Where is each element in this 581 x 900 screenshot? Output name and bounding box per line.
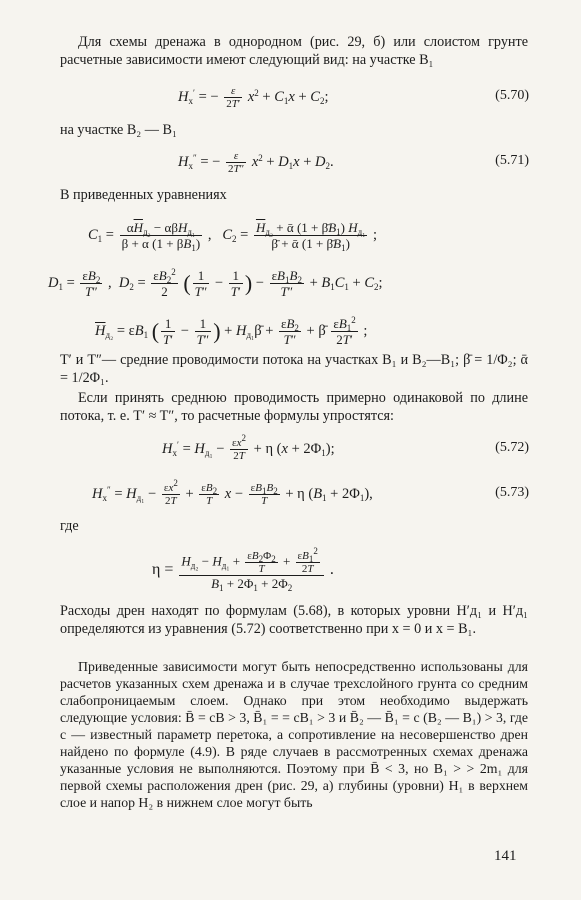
equation-5-73: $H_x'' = H_{д_1}$ − $\frac{\varepsilon x^2}{2T}$ + $\frac{\varepsilon B_2}{T}$ x − $\frac{\varepsilon B_1B_2}{T}$ + η $(B_1 + 2\Phi_1)$, [92,478,373,507]
equation-eta: η = $H_{д_2} - H_{д_1}$ + $\frac{\varepsilon B_2\Phi_2}{T}$ + $\frac{\varepsilon B_1^2}{2T}$ $B_1 + 2\Phi_1 + 2\Phi_2$ . [152,546,334,593]
equation-5-70: $H_x'$ = − $\frac{\varepsilon}{2T'}$ $x^2 + C_1x + C_2$; [178,85,329,110]
equation-5-71: $H_x''$ = − $\frac{\varepsilon}{2T''}$ $x^2 + D_1x + D_2$. [178,150,334,175]
paragraph-drain-flow: Расходы дрен находят по формулам (5.68), в которых уровни H′д₁ и H′д₁ определяются из уравнения (5.72) соответственно при x = 0 и x = B₁. [60,603,528,637]
label-where: где [60,518,79,534]
equation-number-5-72: (5.72) [495,440,529,455]
equation-c1-c2: $C_1$ = $\frac{\alpha\overline{H}_{д_2} - \alpha\beta H_{д_1}}{\beta + \alpha (1 + \beta B_1)}$ , $C_2$ = $\frac{\overline{H}_{д_2} + ᾱ (1 + \betāB_1) H_{д_1}}{\betā + ᾱ (1 + \betāB_1)}$ ; [88,220,378,253]
equation-number-5-73: (5.73) [495,485,529,500]
page-number: 141 [494,848,517,864]
paragraph-conductivity: T′ и T″— средние проводимости потока на участках B₁ и B₂—B₁; β̄ = 1/Φ₂; ᾱ = 1/2Φ₁. [60,352,528,386]
paragraph-conditions: Приведенные зависимости могут быть непосредственно использованы для расчетов указанных схем дренажа и в случае трехслойного грунта со средним слабопроницаемым слоем. Однако при этом необходимо выдержать следующие условия: B̄ = cB > 3, B̄₁ = = cB₁ > 3 и B̄₂ — B̄₁ = c (B₂ — B₁) > 3, где c — известный параметр перетока, а сопротивление на несовершенство дрен найдено по формуле (4.9). В ряде случаев в рассмотренных схемах дренажа указанные условия не выполняются. Поэтому при B̄ < 3, но B₁ > > 2m₁ для первой схемы расположения дрен (рис. 29, а) глубины (уровни) H₁ в верхнем слое и напор H₂ в нижнем слое могут быть [60,659,528,810]
equation-number-5-70: (5.70) [495,88,529,103]
paragraph-average-conductivity: Если принять среднюю проводимость примерно одинаковой по длине потока, т. е. T′ ≈ T″, то расчетные формулы упростятся: [60,390,528,424]
paragraph-equations-intro: В приведенных уравнениях [60,187,227,203]
equation-number-5-71: (5.71) [495,153,529,168]
paragraph-segment-b2: на участке B₂ — B₁ [60,122,177,138]
paragraph-intro: Для схемы дренажа в однородном (рис. 29, б) или слоистом грунте расчетные зависимости имеют следующий вид: на участке B₁ [60,34,528,68]
equation-d1-d2: $D_1$ = $\frac{\varepsilon B_2}{T''}$ , $D_2$ = $\frac{\varepsilon B_2^2}{2}$ ( $\frac{1}{T''}$ − $\frac{1}{T'}$ ) − $\frac{\varepsilon B_1B_2}{T''}$ + $B_1C_1 + C_2$; [48,267,383,299]
equation-5-72: $H_x' = H_{д_1}$ − $\frac{\varepsilon x^2}{2T}$ + η $(x + 2\Phi_1)$; [162,433,335,462]
equation-h-d2: $\overline{H}_{д_2} = \varepsilon B_1$ ( $\frac{1}{T'}$ − $\frac{1}{T''}$ ) + $H_{д_1}\betā$ + $\frac{\varepsilon B_2}{T''}$ + β̄ $\frac{\varepsilon B_1^2}{2T'}$ ; [95,315,368,347]
